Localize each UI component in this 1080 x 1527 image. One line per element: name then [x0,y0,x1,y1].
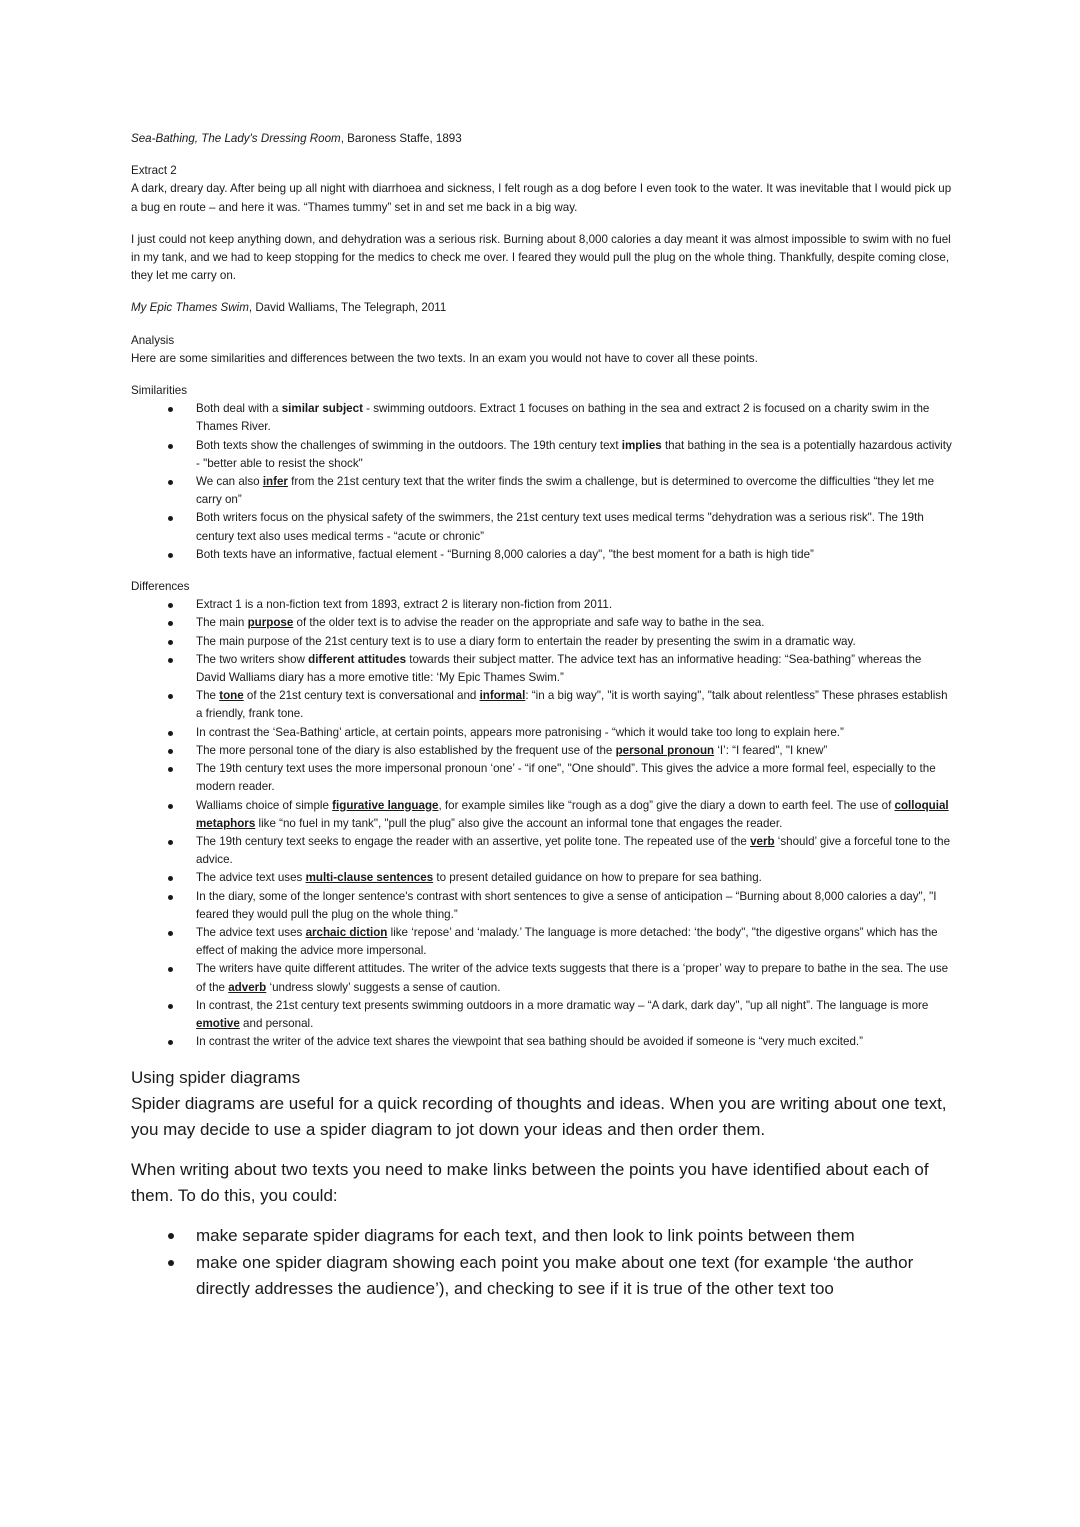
document-page [131,130,953,1303]
similarities-heading: Similarities [131,384,188,398]
extract-2-paragraph-1: A dark, dreary day. After being up all night with diarrhoea and sickness, I felt rough as a dog before I even took to the water. It was inevitable that I would pick up a bug en route – and here it was. “Thames tummy” set in and set me back in a big way. [131,182,952,214]
list-item: In contrast the ‘Sea-Bathing’ article, at certain points, appears more patronising - “which it would take too long to explain here.” [131,724,953,742]
list-item: In the diary, some of the longer sentence's contrast with short sentences to give a sense of anticipation – “Burning about 8,000 calories a day", "I feared they would pull the plug on the whole thing.” [131,888,953,924]
list-item: The 19th century text seeks to engage the reader with an assertive, yet polite tone. The repeated use of the verb ‘should’ give a forceful tone to the advice. [131,833,953,869]
list-item: The main purpose of the older text is to advise the reader on the appropriate and safe way to bathe in the sea. [131,614,953,632]
list-item: make one spider diagram showing each point you make about one text (for example ‘the author directly addresses the audience’), and checking to see if it is true of the other text too [131,1250,953,1303]
list-item: The writers have quite different attitudes. The writer of the advice texts suggests that there is a ‘proper’ way to prepare to bathe in the sea. The use of the adverb ‘undress slowly’ suggests a sense of caution. [131,960,953,996]
source-citation-2: My Epic Thames Swim, David Walliams, The Telegraph, 2011 [131,301,447,315]
list-item: make separate spider diagrams for each text, and then look to link points between them [131,1223,953,1250]
similarities-list [131,400,953,564]
list-item: We can also infer from the 21st century text that the writer finds the swim a challenge, but is determined to overcome the difficulties “they let me carry on” [131,473,953,509]
list-item: Both texts show the challenges of swimming in the outdoors. The 19th century text implies that bathing in the sea is a potentially hazardous activity - "better able to resist the shock" [131,437,953,473]
list-item: The two writers show different attitudes towards their subject matter. The advice text has an informative heading: “Sea-bathing” whereas the David Walliams diary has a more emotive title: ‘My Epic Thames Swim.” [131,651,953,687]
list-item: In contrast, the 21st century text presents swimming outdoors in a more dramatic way – “A dark, dark day", "up all night”. The language is more emotive and personal. [131,997,953,1033]
extract-2-paragraph-2: I just could not keep anything down, and dehydration was a serious risk. Burning about 8,000 calories a day meant it was almost impossible to swim with no fuel in my tank, and we had to keep stopping for the medics to check me over. I feared they would pull the plug on the whole thing. Thankfully, despite coming close, they let me carry on. [131,232,951,283]
spider-heading: Using spider diagrams [131,1068,301,1088]
list-item: Both deal with a similar subject - swimming outdoors. Extract 1 focuses on bathing in the sea and extract 2 is focused on a charity swim in the Thames River. [131,400,953,436]
list-item: The advice text uses multi-clause sentences to present detailed guidance on how to prepare for sea bathing. [131,869,953,887]
list-item: The tone of the 21st century text is conversational and informal: “in a big way", "it is worth saying", "talk about relentless” These phrases establish a friendly, frank tone. [131,687,953,723]
list-item: Walliams choice of simple figurative language, for example similes like “rough as a dog” give the diary a down to earth feel. The use of colloquial metaphors like “no fuel in my tank", "pull the plug” also give the account an informal tone that engages the reader. [131,797,953,833]
list-item: Both texts have an informative, factual element - “Burning 8,000 calories a day", "the best moment for a bath is high tide” [131,546,953,564]
list-item: The more personal tone of the diary is also established by the frequent use of the personal pronoun ‘I’: “I feared", "I knew” [131,742,953,760]
list-item: The main purpose of the 21st century text is to use a diary form to entertain the reader by presenting the swim in a dramatic way. [131,633,953,651]
list-item: In contrast the writer of the advice text shares the viewpoint that sea bathing should be avoided if someone is “very much excited.” [131,1033,953,1051]
spider-paragraph-1: Spider diagrams are useful for a quick recording of thoughts and ideas. When you are writing about one text, you may decide to use a spider diagram to jot down your ideas and then order them. [131,1094,947,1140]
list-item: The advice text uses archaic diction like ‘repose’ and ‘malady.’ The language is more detached: ‘the body", "the digestive organs” which has the effect of making the advice more impersonal. [131,924,953,960]
spider-list [131,1223,953,1303]
spider-paragraph-2: When writing about two texts you need to make links between the points you have identified about each of them. To do this, you could: [131,1160,929,1206]
list-item: Both writers focus on the physical safety of the swimmers, the 21st century text uses medical terms "dehydration was a serious risk". The 19th century text also uses medical terms - “acute or chronic” [131,509,953,545]
differences-list [131,596,953,1051]
analysis-heading: Analysis [131,333,175,347]
extract-2-heading: Extract 2 [131,164,177,178]
analysis-intro: Here are some similarities and differences between the two texts. In an exam you would not have to cover all these points. [131,351,758,365]
spider-diagram-section [131,1065,953,1303]
source-citation-1: Sea-Bathing, The Lady's Dressing Room, Baroness Staffe, 1893 [131,132,462,145]
list-item: Extract 1 is a non-fiction text from 1893, extract 2 is literary non-fiction from 2011. [131,596,953,614]
differences-heading: Differences [131,580,190,594]
list-item: The 19th century text uses the more impersonal pronoun ‘one’ - “if one", "One should”. This gives the advice a more formal feel, especially to the modern reader. [131,760,953,796]
